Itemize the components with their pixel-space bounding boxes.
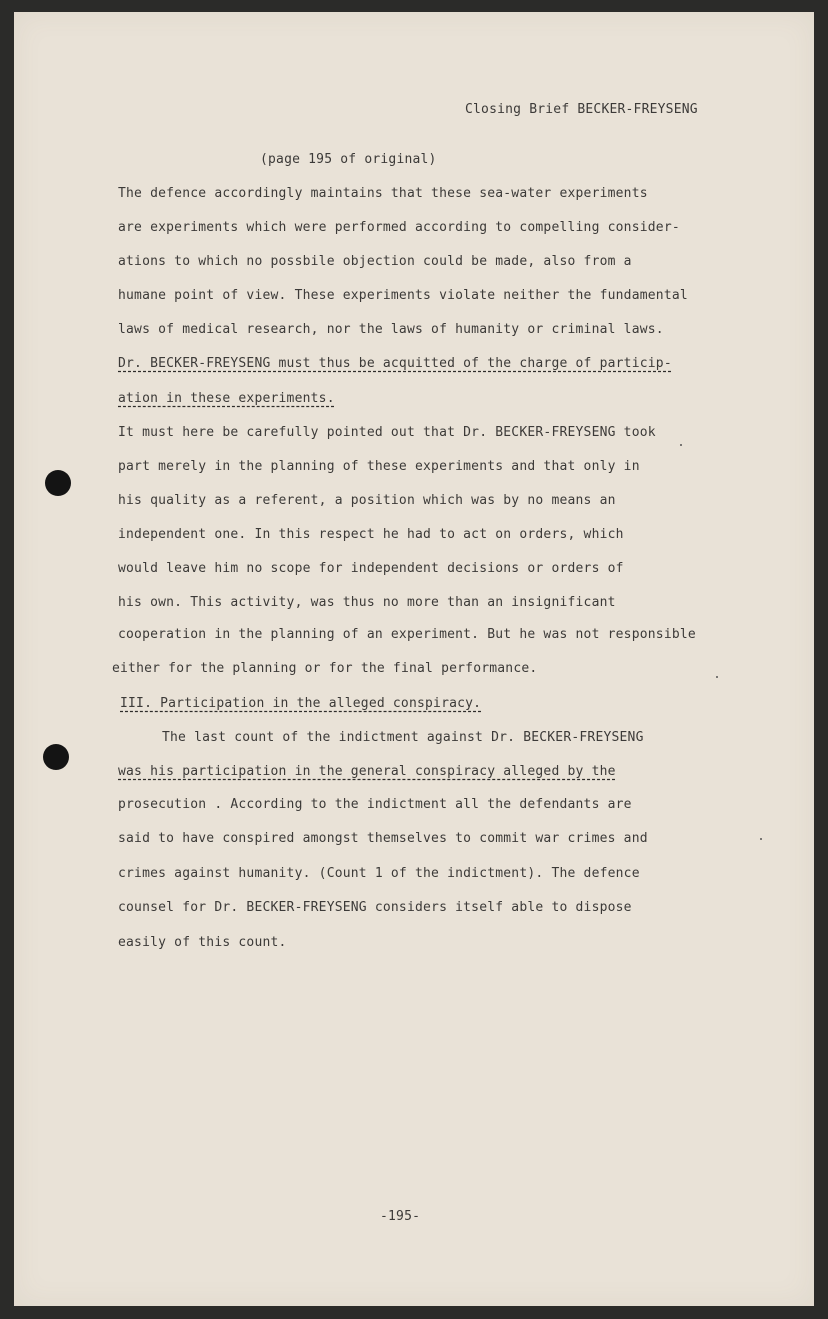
paragraph-1-line: humane point of view. These experiments violate neither the fundamental xyxy=(118,288,688,303)
paragraph-3-line: easily of this count. xyxy=(118,935,287,950)
paragraph-2-line: independent one. In this respect he had to act on orders, which xyxy=(118,527,624,542)
paragraph-2-line: either for the planning or for the final performance. xyxy=(112,661,538,676)
paragraph-2-line: would leave him no scope for independent decisions or orders of xyxy=(118,561,624,576)
paragraph-2-line: cooperation in the planning of an experiment. But he was not responsible xyxy=(118,627,696,642)
paragraph-2-line: his quality as a referent, a position which was by no means an xyxy=(118,493,616,508)
paragraph-1-line: ations to which no possbile objection could be made, also from a xyxy=(118,254,632,269)
page-reference: (page 195 of original) xyxy=(260,152,437,167)
page-number: -195- xyxy=(380,1209,421,1224)
paragraph-3-line: counsel for Dr. BECKER-FREYSENG considers itself able to dispose xyxy=(118,900,632,915)
document-page xyxy=(14,12,814,1306)
paragraph-2-line: part merely in the planning of these experiments and that only in xyxy=(118,459,640,474)
paragraph-3-line: The last count of the indictment against Dr. BECKER-FREYSENG xyxy=(162,730,644,745)
punch-hole-lower xyxy=(43,744,69,770)
document-header-title: Closing Brief BECKER-FREYSENG xyxy=(465,102,698,117)
paragraph-3-line: crimes against humanity. (Count 1 of the indictment). The defence xyxy=(118,866,640,881)
paragraph-1-line: The defence accordingly maintains that these sea-water experiments xyxy=(118,186,648,201)
stray-mark xyxy=(680,444,682,446)
punch-hole-upper xyxy=(45,470,71,496)
paragraph-3-line-underlined: was his participation in the general conspiracy alleged by the xyxy=(118,764,616,779)
paragraph-2-line: his own. This activity, was thus no more than an insignificant xyxy=(118,595,616,610)
paragraph-2-line: It must here be carefully pointed out that Dr. BECKER-FREYSENG took xyxy=(118,425,656,440)
paragraph-1-line: laws of medical research, nor the laws of humanity or criminal laws. xyxy=(118,322,664,337)
paragraph-1-line: are experiments which were performed according to compelling consider- xyxy=(118,220,680,235)
paragraph-1-line-underlined: ation in these experiments. xyxy=(118,391,335,406)
paragraph-3-line: prosecution . According to the indictment all the defendants are xyxy=(118,797,632,812)
stray-mark xyxy=(716,676,718,678)
paragraph-1-line-underlined: Dr. BECKER-FREYSENG must thus be acquitted of the charge of particip- xyxy=(118,356,672,371)
section-heading: III. Participation in the alleged conspiracy. xyxy=(120,696,482,711)
stray-mark xyxy=(760,838,762,840)
paragraph-3-line: said to have conspired amongst themselves to commit war crimes and xyxy=(118,831,648,846)
